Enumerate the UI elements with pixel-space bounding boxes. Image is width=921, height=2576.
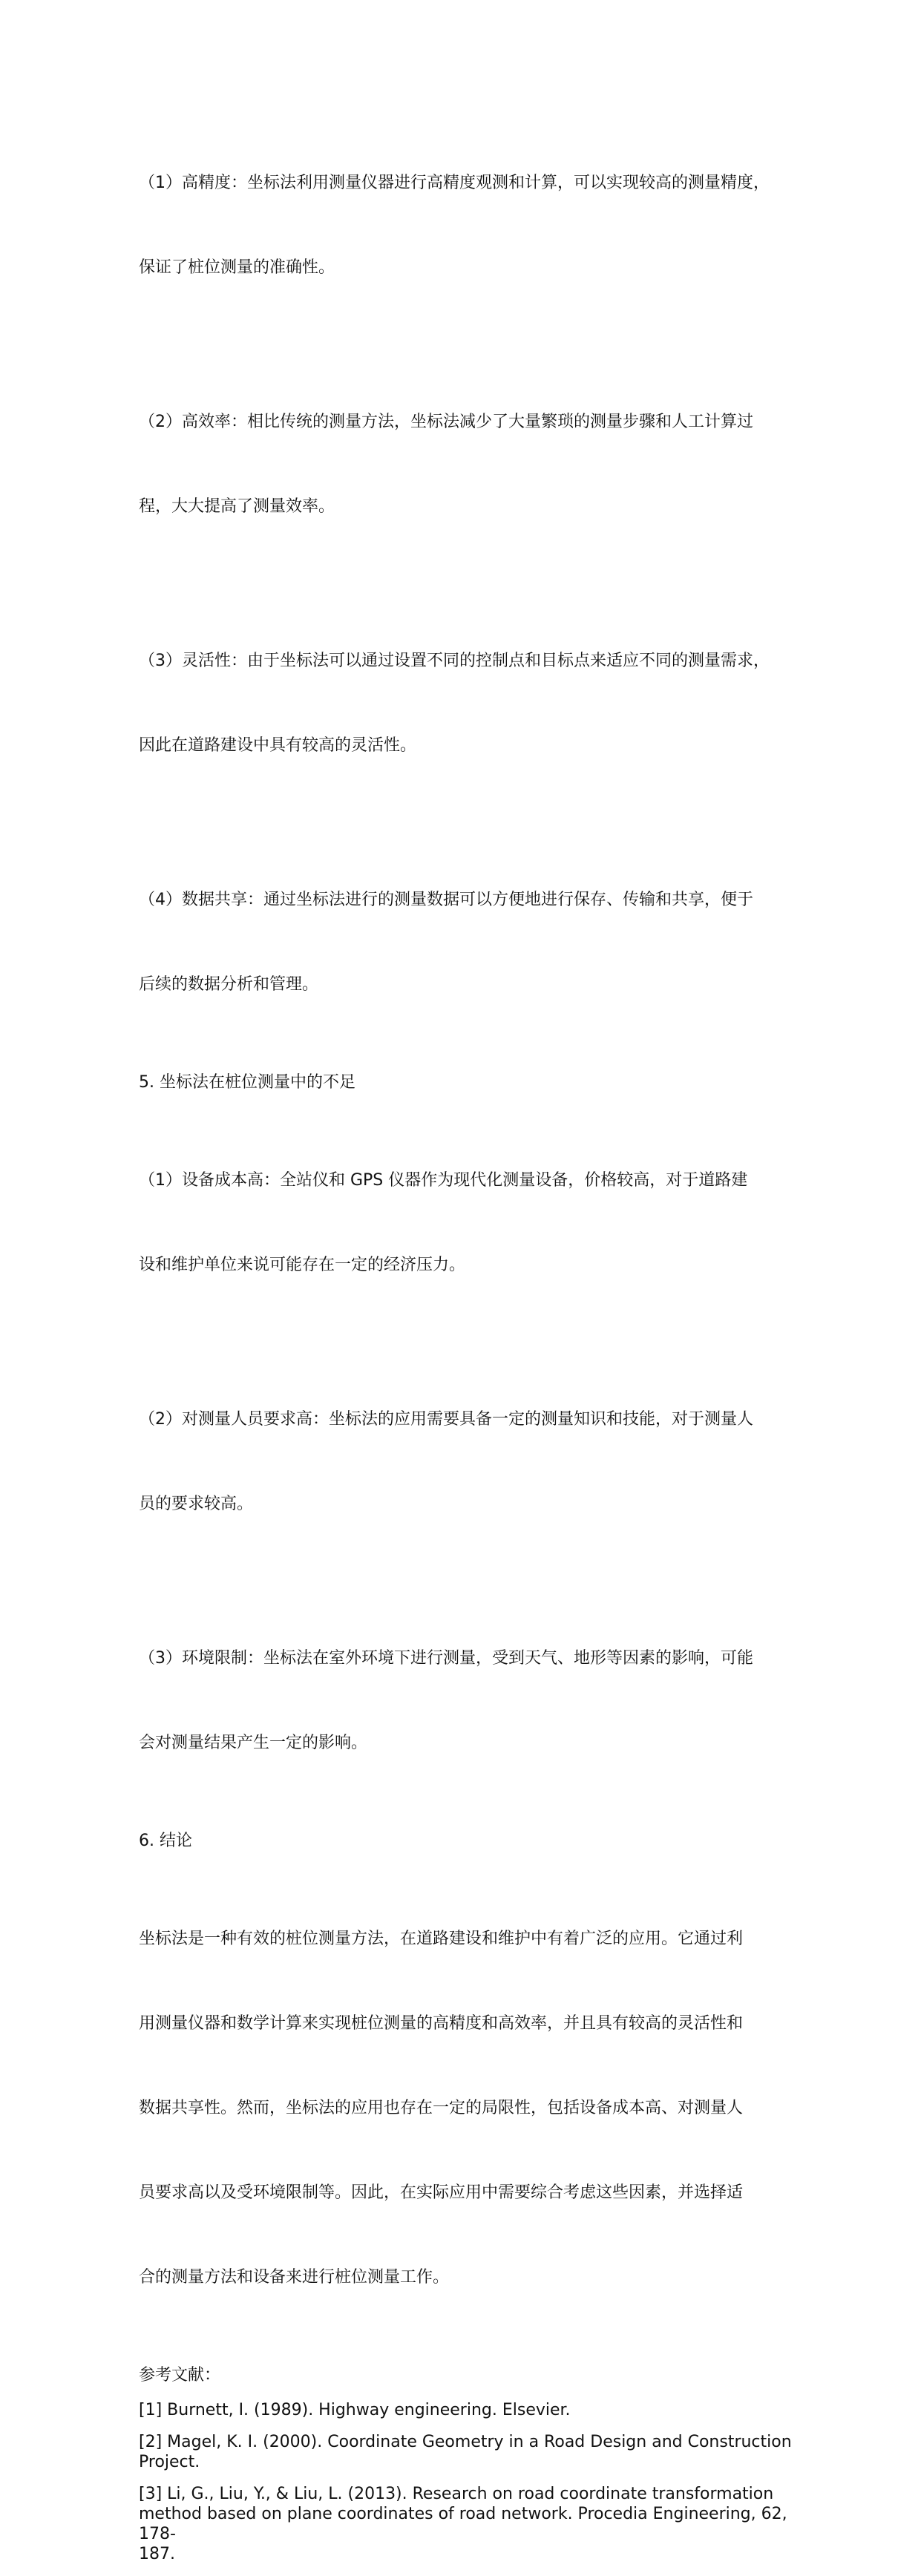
text-line: Project. xyxy=(139,2453,200,2471)
text-line: （3）环境限制：坐标法在室外环境下进行测量，受到天气、地形等因素的影响，可能 xyxy=(139,1649,753,1668)
text-line: （4）数据共享：通过坐标法进行的测量数据可以方便地进行保存、传输和共享，便于 xyxy=(139,891,753,909)
text-line: （2）高效率：相比传统的测量方法，坐标法减少了大量繁琐的测量步骤和人工计算过 xyxy=(139,413,753,431)
text-line: 设和维护单位来说可能存在一定的经济压力。 xyxy=(139,1256,466,1274)
section-heading: 6. 结论 xyxy=(139,1832,192,1850)
text-line: 用测量仪器和数学计算来实现桩位测量的高精度和高效率，并且具有较高的灵活性和 xyxy=(139,2014,744,2033)
text-line: 会对测量结果产生一定的影响。 xyxy=(139,1734,368,1752)
document-body xyxy=(139,113,799,2576)
drawback-paragraph xyxy=(139,1349,799,1575)
text-line: [3] Li, G., Liu, Y., & Liu, L. (2013). Research on road coordinate transformation xyxy=(139,2485,774,2503)
text-line: 保证了桩位测量的准确性。 xyxy=(139,258,335,277)
text-line: （3）灵活性：由于坐标法可以通过设置不同的控制点和目标点来适应不同的测量需求， xyxy=(139,652,770,670)
text-line: （2）对测量人员要求高：坐标法的应用需要具备一定的测量知识和技能，对于测量人 xyxy=(139,1410,753,1429)
text-line: 员的要求较高。 xyxy=(139,1495,254,1513)
reference-item xyxy=(139,2484,799,2564)
text-line: 程，大大提高了测量效率。 xyxy=(139,497,335,516)
text-line: 数据共享性。然而，坐标法的应用也存在一定的局限性，包括设备成本高、对测量人 xyxy=(139,2099,744,2117)
text-line: 187. xyxy=(139,2545,175,2563)
advantage-paragraph xyxy=(139,352,799,577)
text-line: 因此在道路建设中具有较高的灵活性。 xyxy=(139,736,417,755)
text-line: （1）高精度：坐标法利用测量仪器进行高精度观测和计算，可以实现较高的测量精度， xyxy=(139,174,770,192)
drawback-paragraph xyxy=(139,1588,799,1814)
conclusion-paragraph xyxy=(139,1869,799,2348)
reference-item xyxy=(139,2400,799,2420)
text-line: [2] Magel, K. I. (2000). Coordinate Geometry in a Road Design and Construction xyxy=(139,2433,792,2451)
advantage-paragraph xyxy=(139,830,799,1055)
text-line: 后续的数据分析和管理。 xyxy=(139,975,319,994)
text-line: （1）设备成本高：全站仪和 GPS 仪器作为现代化测量设备，价格较高，对于道路建 xyxy=(139,1171,748,1190)
references-title: 参考文献： xyxy=(139,2366,221,2385)
advantage-paragraph xyxy=(139,113,799,338)
text-line: method based on plane coordinates of road network. Procedia Engineering, 62, 178- xyxy=(139,2505,787,2543)
text-line: 员要求高以及受环境限制等。因此，在实际应用中需要综合考虑这些因素，并选择适 xyxy=(139,2183,744,2202)
text-line: 坐标法是一种有效的桩位测量方法，在道路建设和维护中有着广泛的应用。它通过利 xyxy=(139,1930,744,1948)
text-line: 合的测量方法和设备来进行桩位测量工作。 xyxy=(139,2268,450,2287)
advantage-paragraph xyxy=(139,591,799,816)
section-heading: 5. 坐标法在桩位测量中的不足 xyxy=(139,1073,355,1092)
drawback-paragraph xyxy=(139,1110,799,1336)
text-line: [1] Burnett, I. (1989). Highway engineering. Elsevier. xyxy=(139,2401,571,2419)
reference-item xyxy=(139,2432,799,2472)
